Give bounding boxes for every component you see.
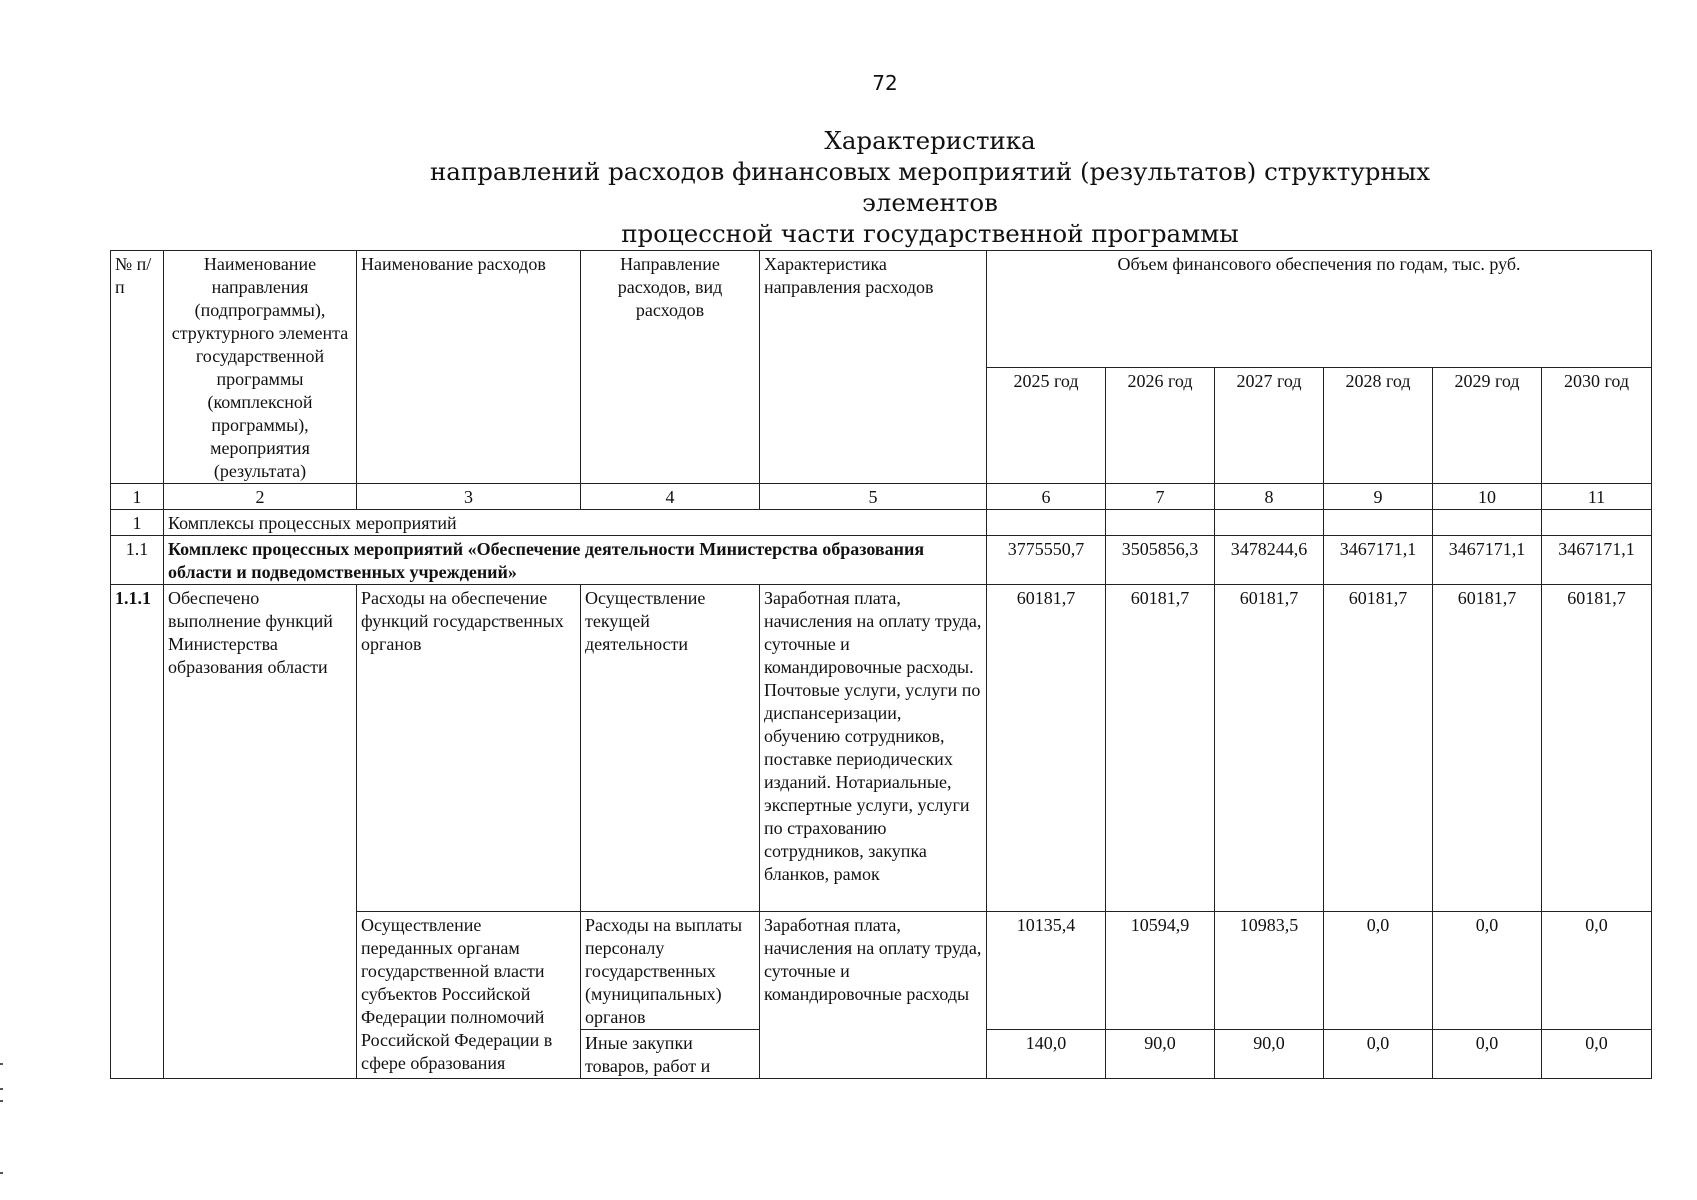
column-number: 10	[1433, 484, 1542, 510]
item-name: Обеспечено выполнение функций Министерства образования области	[164, 585, 357, 1079]
title-line-1: Характеристика	[824, 126, 1036, 155]
column-number: 6	[987, 484, 1106, 510]
header-num: № п/п	[111, 251, 164, 484]
complex-value: 3775550,7	[987, 536, 1106, 585]
year-value: 0,0	[1324, 1030, 1433, 1079]
header-year: 2028 год	[1324, 367, 1433, 484]
header-year: 2025 год	[987, 367, 1106, 484]
column-number: 3	[357, 484, 581, 510]
header-expense-direction: Направление расходов, вид расходов	[581, 251, 760, 484]
year-value: 10594,9	[1106, 912, 1215, 1030]
year-value: 60181,7	[1542, 585, 1652, 912]
header-finance-volume: Объем финансового обеспечения по годам, тыс. руб.	[987, 251, 1652, 368]
header-year: 2029 год	[1433, 367, 1542, 484]
complex-value: 3467171,1	[1542, 536, 1652, 585]
header-year: 2026 год	[1106, 367, 1215, 484]
column-numbers-row	[111, 484, 1652, 510]
expense-characteristic: Заработная плата, начисления на оплату труда, суточные и командировочные расходы	[760, 912, 987, 1079]
year-value: 60181,7	[1215, 585, 1324, 912]
complex-num: 1.1	[111, 536, 164, 585]
scan-mark	[0, 1088, 3, 1090]
expense-name: Расходы на обеспечение функций государственных органов	[357, 585, 581, 912]
title-line-3: процессной части государственной программы	[621, 219, 1239, 248]
header-year: 2030 год	[1542, 367, 1652, 484]
item-row	[111, 585, 1652, 912]
section-num: 1	[111, 510, 164, 536]
year-value: 10135,4	[987, 912, 1106, 1030]
year-value: 0,0	[1542, 1030, 1652, 1079]
complex-value: 3467171,1	[1324, 536, 1433, 585]
year-value: 60181,7	[1106, 585, 1215, 912]
column-number: 4	[581, 484, 760, 510]
year-value: 10983,5	[1215, 912, 1324, 1030]
header-expense-name: Наименование расходов	[357, 251, 581, 484]
expense-name: Осуществление переданных органам государственной власти субъектов Российской Федерации полномочий Российской Федерации в сфере образования	[357, 912, 581, 1079]
expense-direction: Расходы на выплаты персоналу государственных (муниципальных) органов	[581, 912, 760, 1030]
expense-characteristic: Заработная плата, начисления на оплату труда, суточные и командировочные расходы. Почтовые услуги, услуги по диспансеризации, обучению сотрудников, поставке периодических изданий. Нотариальные, экспертные услуги, услуги по страхованию сотрудников, закупка бланков, рамок	[760, 585, 987, 912]
section-label: Комплексы процессных мероприятий	[164, 510, 987, 536]
year-value: 90,0	[1215, 1030, 1324, 1079]
expense-direction: Иные закупки товаров, работ и	[581, 1030, 760, 1079]
column-number: 8	[1215, 484, 1324, 510]
year-value: 140,0	[987, 1030, 1106, 1079]
complex-value: 3505856,3	[1106, 536, 1215, 585]
header-direction-name: Наименование направления (подпрограммы), структурного элемента государственной программы (комплексной программы), мероприятия (результата)	[164, 251, 357, 484]
header-row	[111, 251, 1652, 368]
title-line-2: направлений расходов финансовых мероприятий (результатов) структурных элементов	[429, 157, 1431, 217]
column-number: 7	[1106, 484, 1215, 510]
column-number: 1	[111, 484, 164, 510]
complex-value: 3478244,6	[1215, 536, 1324, 585]
expenses-table	[110, 250, 1652, 1079]
scan-mark	[0, 1172, 3, 1174]
scan-mark	[0, 1063, 3, 1065]
header-year: 2027 год	[1215, 367, 1324, 484]
year-value: 90,0	[1106, 1030, 1215, 1079]
year-value: 0,0	[1542, 912, 1652, 1030]
complex-label: Комплекс процессных мероприятий «Обеспечение деятельности Министерства образования области и подведомственных учреждений»	[164, 536, 987, 585]
page-number: 72	[872, 71, 898, 95]
column-number: 11	[1542, 484, 1652, 510]
year-value: 60181,7	[1324, 585, 1433, 912]
year-value: 0,0	[1324, 912, 1433, 1030]
column-number: 5	[760, 484, 987, 510]
document-title	[390, 125, 1470, 249]
expense-direction: Осуществление текущей деятельности	[581, 585, 760, 912]
column-number: 9	[1324, 484, 1433, 510]
year-value: 60181,7	[1433, 585, 1542, 912]
year-value: 0,0	[1433, 1030, 1542, 1079]
scan-mark	[0, 1100, 3, 1102]
complex-row	[111, 536, 1652, 585]
year-value: 0,0	[1433, 912, 1542, 1030]
complex-value: 3467171,1	[1433, 536, 1542, 585]
year-value: 60181,7	[987, 585, 1106, 912]
item-num: 1.1.1	[111, 585, 164, 1079]
column-number: 2	[164, 484, 357, 510]
section-row	[111, 510, 1652, 536]
header-characteristic: Характеристика направления расходов	[760, 251, 987, 484]
